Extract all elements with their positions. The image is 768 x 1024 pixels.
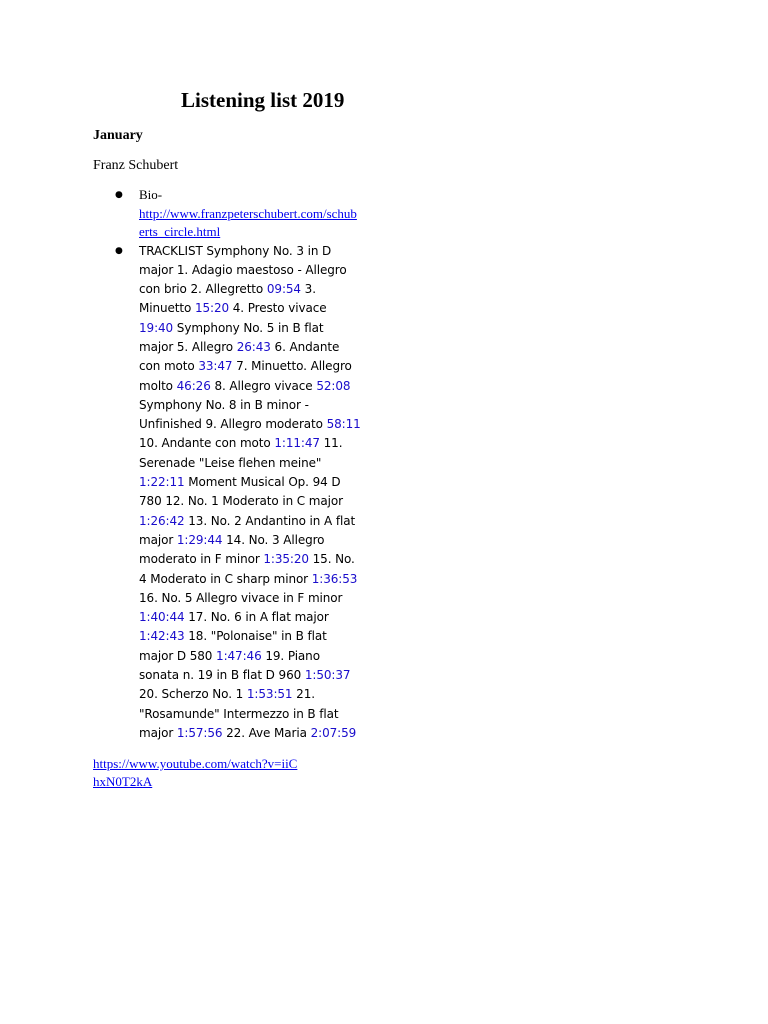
track-text: 22. Ave Maria (222, 725, 311, 740)
track-text: 18. "Polonaise" in B flat major D 580 (139, 629, 327, 663)
track-text: 16. No. 5 Allegro vivace in F minor (139, 590, 343, 605)
tracklist-text (139, 244, 361, 740)
bullet-icon: ● (115, 245, 123, 256)
track-text: 11. Serenade "Leise flehen meine" (139, 436, 343, 470)
track-text: 8. Allegro vivace (210, 378, 317, 393)
track-text: Symphony No. 5 in B flat major 5. Allegro (139, 320, 324, 354)
list-item-tracklist (115, 242, 361, 744)
list-item-bio (115, 186, 361, 242)
track-text: 17. No. 6 in A flat major (184, 610, 329, 625)
track-timestamp[interactable]: 1:40:44 (139, 610, 185, 625)
track-text: 6. Andante con moto (139, 339, 340, 374)
track-timestamp[interactable]: 1:50:37 (304, 668, 351, 683)
track-text: 3. Minuetto (139, 282, 316, 316)
track-text: 13. No. 2 Andantino in A flat major (139, 513, 356, 547)
track-timestamp[interactable]: 1:26:42 (139, 513, 185, 528)
track-timestamp[interactable]: 1:57:56 (176, 725, 223, 740)
composer-name: Franz Schubert (93, 158, 179, 173)
track-text: 15. No. 4 Moderato in C sharp minor (139, 552, 355, 586)
track-text: TRACKLIST Symphony No. 3 in D major 1. Adagio maestoso - Allegro con brio 2. Allegretto (139, 243, 347, 297)
track-timestamp[interactable]: 1:36:53 (311, 571, 358, 586)
bullet-icon: ● (115, 190, 123, 200)
month-heading: January (93, 128, 143, 143)
track-text: 19. Piano sonata n. 19 in B flat D 960 (139, 648, 320, 683)
track-timestamp[interactable]: 52:08 (316, 378, 351, 393)
track-timestamp[interactable]: 19:40 (139, 320, 174, 335)
page-title: Listening list 2019 (181, 88, 345, 112)
track-timestamp[interactable]: 1:11:47 (274, 436, 320, 451)
track-text: Symphony No. 8 in B minor - Unfinished 9. Allegro moderato (139, 397, 327, 432)
track-text: 21. "Rosamunde" Intermezzo in B flat major (139, 687, 339, 740)
track-timestamp[interactable]: 1:22:11 (139, 475, 185, 490)
track-text: 7. Minuetto. Allegro molto (139, 359, 352, 393)
track-text: 4. Presto vivace (229, 301, 327, 316)
track-text: 20. Scherzo No. 1 (139, 687, 247, 702)
track-timestamp[interactable]: 1:35:20 (263, 552, 309, 567)
track-timestamp[interactable]: 09:54 (266, 282, 301, 297)
track-timestamp[interactable]: 1:53:51 (246, 687, 293, 702)
track-timestamp[interactable]: 58:11 (326, 417, 361, 432)
track-timestamp[interactable]: 1:47:46 (216, 648, 262, 663)
track-text: 10. Andante con moto (139, 436, 275, 451)
track-timestamp[interactable]: 33:47 (198, 359, 233, 374)
track-timestamp[interactable]: 15:20 (194, 301, 230, 316)
track-timestamp[interactable]: 1:29:44 (176, 532, 223, 547)
track-timestamp[interactable]: 2:07:59 (310, 725, 357, 740)
bullet-list (115, 186, 361, 743)
track-text: Moment Musical Op. 94 D 780 12. No. 1 Moderato in C major (139, 475, 343, 509)
track-text: 14. No. 3 Allegro moderato in F minor (139, 532, 325, 567)
track-timestamp[interactable]: 26:43 (236, 339, 271, 354)
bio-label: Bio- (139, 187, 163, 202)
bio-link[interactable]: http://www.franzpeterschubert.com/schuberts_circle.html (139, 205, 357, 239)
track-timestamp[interactable]: 46:26 (176, 378, 211, 393)
track-timestamp[interactable]: 1:42:43 (139, 629, 185, 644)
youtube-link[interactable]: https://www.youtube.com/watch?v=iiChxN0T2kA (93, 756, 298, 789)
